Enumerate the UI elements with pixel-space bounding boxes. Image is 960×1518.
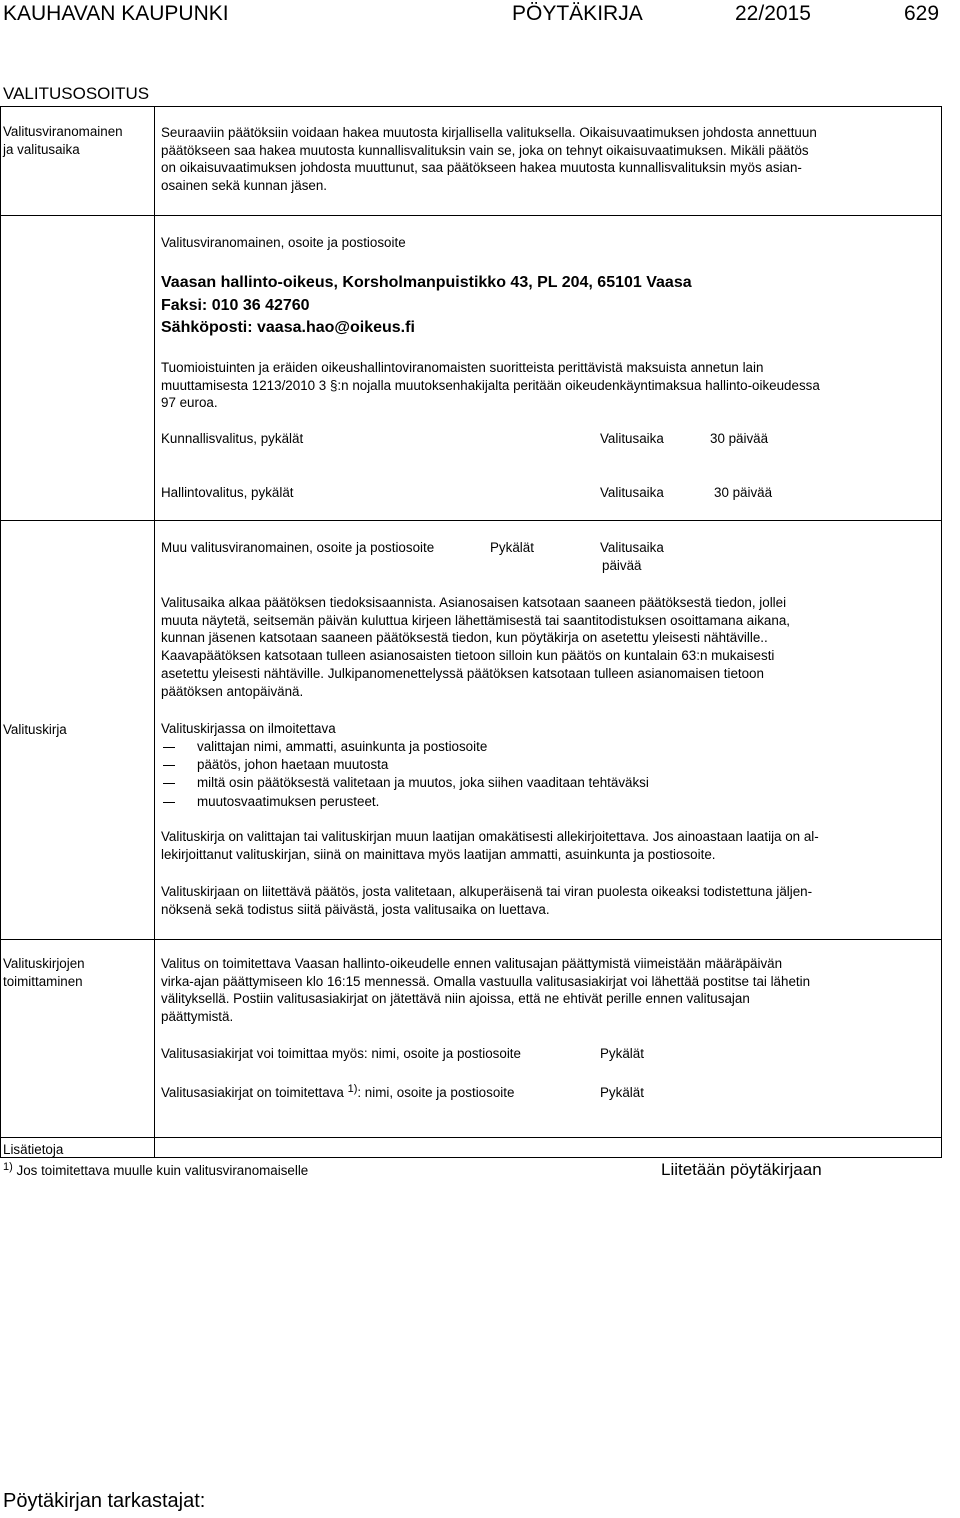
attach-note: Liitetään pöytäkirjaan <box>661 1160 822 1179</box>
additional-info-label: Lisätietoja <box>3 1142 64 1157</box>
valituskirja-intro: Valituskirjassa on ilmoitettava <box>161 721 336 736</box>
attachment-paragraph: Valituskirjaan on liitettävä päätös, josta valitetaan, alkuperäisenä tai viran puolesta oikeaksi todistettuna jäljen- nöksenä sekä todistus siitä päivästä, josta valitusaika on luettava. <box>161 884 813 917</box>
admin-appeal-time-label: Valitusaika <box>600 485 664 500</box>
other-authority-label: Muu valitusviranomainen, osoite ja postiosoite <box>161 540 435 555</box>
section-label-valituskirja: Valituskirja <box>3 722 67 737</box>
page-title: VALITUSOSOITUS <box>3 84 150 103</box>
inspectors-label: Pöytäkirjan tarkastajat: <box>3 1490 206 1512</box>
list-item: miltä osin päätöksestä valitetaan ja muutos, joka siihen vaaditaan tehtäväksi <box>161 774 936 792</box>
other-authority-time-label: Valitusaika <box>600 540 664 555</box>
municipal-appeal-time-label: Valitusaika <box>600 431 664 446</box>
delivery-also-pykalat: Pykälät <box>600 1046 644 1061</box>
list-item: valittajan nimi, ammatti, asuinkunta ja postiosoite <box>161 738 936 756</box>
authority-fax: Faksi: 010 36 42760 <box>161 297 310 314</box>
delivery-paragraph: Valitus on toimitettava Vaasan hallinto-oikeudelle ennen valitusajan päättymistä viimeistään määräpäivän virka-ajan päättymiseen klo 16:15 mennessä. Omalla vastuulla valitusasiakirjat voi lähettää postitse tai lähetin välityksellä. Postiin valitusasiakirjat on jätettävä niin ajoissa, että ne ehtivät perille ennen valitusajan päättymistä. <box>161 956 811 1025</box>
signature-paragraph: Valituskirja on valittajan tai valituskirjan muun laatijan omakätisesti allekirjoitettava. Jos ainoastaan laatija on al- lekirjoittanut valituskirjan, siinä on mainittava myös laatijan ammatti, asuinkunta ja postiosoite. <box>161 829 819 862</box>
admin-appeal-label: Hallintovalitus, pykälät <box>161 485 294 500</box>
row-divider <box>1 1137 941 1138</box>
municipal-appeal-time: 30 päivää <box>710 431 769 446</box>
other-authority-time-unit: päivää <box>602 558 642 573</box>
footnote: $^{1)}$ Jos toimitettava muulle kuin valitusviranomaiselle <box>3 1161 309 1178</box>
section-label-delivery: Valituskirjojen toimittaminen <box>3 956 85 989</box>
list-item: päätös, johon haetaan muutosta <box>161 756 936 774</box>
row-divider <box>1 939 941 940</box>
header-org: KAUHAVAN KAUPUNKI <box>3 2 229 25</box>
fee-paragraph: Tuomioistuinten ja eräiden oikeushallintoviranomaisten suoritteista perittävistä maksuista annetun lain muuttamisesta 1213/2010 3 §:n nojalla muutoksenhakijalta peritään oikeudenkäyntimaksua hallinto-oikeudessa 97 euroa. <box>161 360 820 411</box>
row-divider <box>1 215 941 216</box>
header-number: 22/2015 <box>735 2 811 25</box>
row-divider <box>1 520 941 521</box>
authority-address: Vaasan hallinto-oikeus, Korsholmanpuistikko 43, PL 204, 65101 Vaasa <box>161 274 692 291</box>
valituskirja-list-container <box>161 738 936 811</box>
delivery-must-text: Valitusasiakirjat on toimitettava $^{1)}$: nimi, osoite ja postiosoite <box>161 1083 515 1100</box>
section-label-authority: Valitusviranomainen ja valitusaika <box>3 124 123 157</box>
authority-heading: Valitusviranomainen, osoite ja postiosoite <box>161 235 406 250</box>
intro-paragraph: Seuraaviin päätöksiin voidaan hakea muutosta kirjallisella valituksella. Oikaisuvaatimuksen johdosta annettuun päätökseen saa hakea muutosta kunnallisvalituksin vain se, joka on tehnyt oikaisuvaatimuksen. Mikäli päätös on oikaisuvaatimuksen johdosta muuttunut, saa päätökseen hakea muutosta kunnallisvalituksin myös asian- osainen sekä kunnan jäsen. <box>161 125 817 194</box>
appeal-period-paragraph: Valitusaika alkaa päätöksen tiedoksisaannista. Asianosaisen katsotaan saaneen päätöksestä tiedon, jollei muuta näytetä, seitsemän päivän kuluttua kirjeen lähettämisestä tai saantitodistuksen osoittamana aikana, kunnan jäsenen katsotaan saaneen päätöksestä tiedon, kun pöytäkirja on asetettu yleisesti nähtäville.. Kaavapäätöksen katsotaan tulleen asianosaisten tietoon silloin kun päätös on kuntalain 63:n mukaisesti asetettu yleisesti nähtäville. Julkipanomenettelyssä päätöksen katsotaan tulleen asianomaisen tietoon päätöksen antopäivänä. <box>161 595 790 699</box>
other-authority-pykalat: Pykälät <box>490 540 534 555</box>
valituskirja-list <box>161 738 936 811</box>
column-divider <box>154 107 155 1157</box>
delivery-also-text: Valitusasiakirjat voi toimittaa myös: nimi, osoite ja postiosoite <box>161 1046 521 1061</box>
delivery-must-pykalat: Pykälät <box>600 1085 644 1100</box>
list-item: muutosvaatimuksen perusteet. <box>161 793 936 811</box>
municipal-appeal-label: Kunnallisvalitus, pykälät <box>161 431 304 446</box>
header-doc-type: PÖYTÄKIRJA <box>512 2 643 25</box>
authority-email: Sähköposti: vaasa.hao@oikeus.fi <box>161 319 415 336</box>
admin-appeal-time: 30 päivää <box>714 485 773 500</box>
header-page: 629 <box>904 2 940 25</box>
